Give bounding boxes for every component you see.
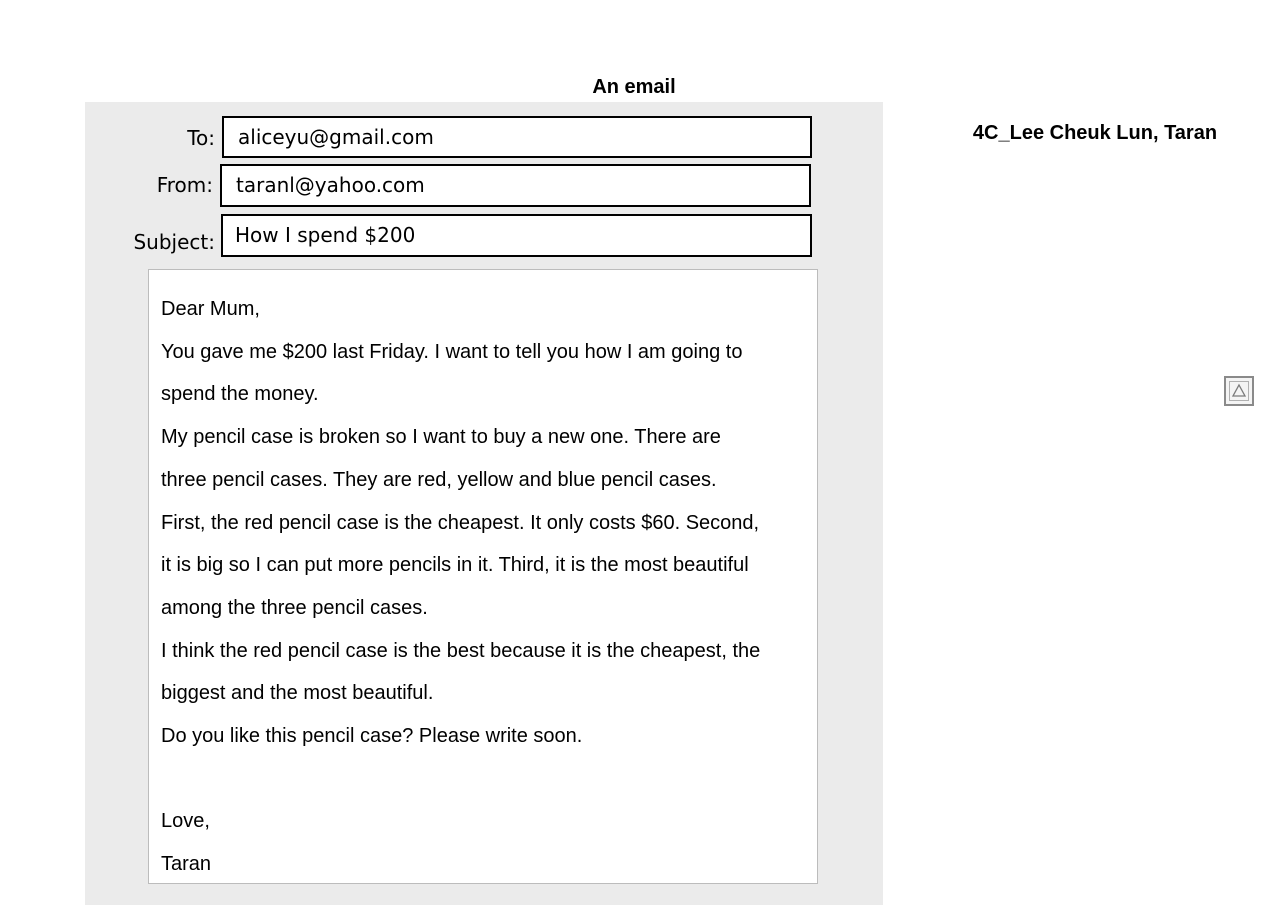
- body-line: First, the red pencil case is the cheapest. It only costs $60. Second,: [161, 511, 760, 534]
- body-line: My pencil case is broken so I want to buy a new one. There are: [161, 426, 721, 449]
- email-body[interactable]: [148, 269, 818, 884]
- body-line: Love,: [161, 810, 210, 833]
- body-line: Dear Mum,: [161, 298, 260, 320]
- body-line: it is big so I can put more pencils in it. Third, it is the most beautiful: [161, 554, 749, 577]
- page-title: An email: [592, 76, 676, 98]
- body-line: You gave me $200 last Friday. I want to tell you how I am going to: [161, 340, 743, 363]
- email-form: [85, 102, 883, 905]
- body-line: Do you like this pencil case? Please write soon.: [161, 725, 583, 748]
- author-name: 4C_Lee Cheuk Lun, Taran: [972, 122, 1218, 144]
- triangle-icon-glyph: [1231, 383, 1247, 399]
- body-line: three pencil cases. They are red, yellow and blue pencil cases.: [161, 468, 717, 491]
- to-field[interactable]: aliceyu@gmail.com: [222, 116, 812, 158]
- body-line: biggest and the most beautiful.: [161, 682, 434, 705]
- subject-field[interactable]: How I spend $200: [221, 214, 812, 257]
- to-label: To:: [187, 126, 215, 150]
- body-line: among the three pencil cases.: [161, 596, 428, 619]
- body-line: spend the money.: [161, 383, 319, 406]
- from-label: From:: [156, 173, 213, 197]
- body-line: I think the red pencil case is the best because it is the cheapest, the: [161, 639, 761, 662]
- from-field[interactable]: taranl@yahoo.com: [220, 164, 811, 207]
- body-line: Taran: [161, 853, 212, 876]
- body-line: [161, 758, 807, 801]
- triangle-icon[interactable]: [1224, 376, 1254, 406]
- subject-label: Subject:: [133, 230, 215, 254]
